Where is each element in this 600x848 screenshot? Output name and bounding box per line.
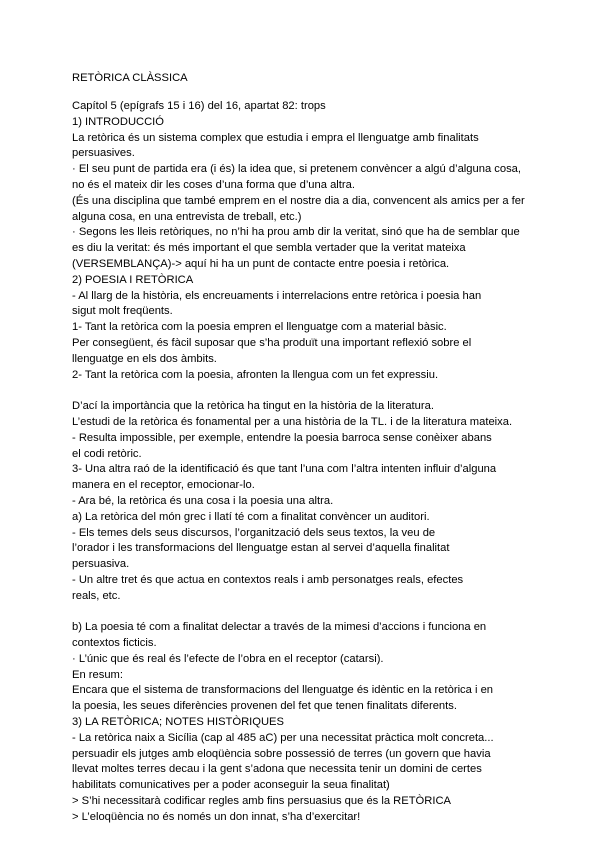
text-line: contextos ficticis. (72, 637, 157, 650)
text-line: alguna cosa, en una entrevista de treball, etc.) (72, 210, 302, 223)
text-line: 2- Tant la retòrica com la poesia, afronten la llengua com un fet expressiu. (72, 368, 439, 381)
text-line: l’orador i les transformacions del llenguatge estan al servei d’aquella finalitat (72, 542, 450, 555)
text-line: 2) POESIA I RETÒRICA (72, 273, 194, 286)
text-line: > S’hi necessitarà codificar regles amb fins persuasius que és la RETÒRICA (72, 795, 451, 808)
text-line: · Segons les lleis retòriques, no n’hi ha prou amb dir la veritat, sinó que ha de semblar que (72, 226, 520, 239)
document-title: RETÒRICA CLÀSSICA (72, 72, 188, 84)
text-line: Encara que el sistema de transformacions del llenguatge és idèntic en la retòrica i en (72, 684, 494, 697)
text-line: (VERSEMBLANÇA)-> aquí hi ha un punt de contacte entre poesia i retòrica. (72, 257, 450, 270)
text-line: llevat moltes terres decau i la gent s’adona que necessita tenir un domini de certes (72, 763, 482, 776)
text-line: 3) LA RETÒRICA; NOTES HISTÒRIQUES (72, 716, 284, 729)
blank-line (72, 383, 542, 399)
text-line: Capítol 5 (epígrafs 15 i 16) del 16, apartat 82: trops (72, 100, 326, 112)
text-line: es diu la veritat: és més important el que sembla vertader que la veritat mateixa (72, 242, 466, 255)
text-line: persuasives. (72, 147, 135, 160)
text-line: llenguatge en els dos àmbits. (72, 352, 217, 365)
document-body (72, 99, 542, 826)
text-line: - Resulta impossible, per exemple, entendre la poesia barroca sense conèixer abans (72, 431, 492, 444)
text-line: - La retòrica naix a Sicília (cap al 485 aC) per una necessitat pràctica molt concreta... (72, 731, 494, 744)
text-line: En resum: (72, 668, 123, 681)
text-line: sigut molt freqüents. (72, 305, 173, 318)
text-line: L’estudi de la retòrica és fonamental per a una història de la TL. i de la literatura mateixa. (72, 415, 513, 428)
text-line: 1- Tant la retòrica com la poesia empren el llenguatge com a material bàsic. (72, 321, 447, 334)
text-line: D’ací la importància que la retòrica ha tingut en la història de la literatura. (72, 400, 434, 413)
text-line: - Un altre tret és que actua en contextos reals i amb personatges reals, efectes (72, 573, 464, 586)
text-line: Per consegüent, és fàcil suposar que s’ha produït una important reflexió sobre el (72, 336, 472, 349)
text-line: - Al llarg de la història, els encreuaments i interrelacions entre retòrica i poesia han (72, 289, 482, 302)
text-line: a) La retòrica del món grec i llatí té com a finalitat convèncer un auditori. (72, 510, 430, 523)
text-line: persuasiva. (72, 558, 130, 571)
text-line: (És una disciplina que també emprem en el nostre dia a dia, convencent als amics per a fer (72, 194, 525, 207)
text-line: b) La poesia té com a finalitat delectar a través de la mimesi d’accions i funciona en (72, 621, 487, 634)
text-line: > L’eloqüència no és només un don innat, s’ha d’exercitar! (72, 810, 361, 823)
text-line: 3- Una altra raó de la identificació és que tant l’una com l’altra intenten influir d’alguna (72, 463, 497, 476)
blank-line (72, 605, 542, 621)
text-line: · El seu punt de partida era (i és) la idea que, si pretenem convèncer a algú d’alguna cosa, (72, 163, 522, 176)
text-line: el codi retòric. (72, 447, 142, 460)
text-line: - Ara bé, la retòrica és una cosa i la poesia una altra. (72, 494, 334, 507)
text-line: - Els temes dels seus discursos, l’organització dels seus textos, la veu de (72, 526, 436, 539)
text-line: 1) INTRODUCCIÓ (72, 115, 164, 128)
text-line: la poesia, les seues diferències provenen del fet que tenen finalitats diferents. (72, 700, 457, 713)
text-line: habilitats comunicatives per a poder aconseguir la seua finalitat) (72, 779, 390, 792)
text-line: persuadir els jutges amb eloqüència sobre possessió de terres (un govern que havia (72, 747, 491, 760)
text-line: manera en el receptor, emocionar-lo. (72, 479, 255, 492)
text-line: reals, etc. (72, 589, 121, 602)
text-line: · L’únic que és real és l’efecte de l’obra en el receptor (catarsi). (72, 652, 384, 665)
text-line: no és el mateix dir les coses d’una forma que d’una altra. (72, 178, 355, 191)
text-line: La retòrica és un sistema complex que estudia i empra el llenguatge amb finalitats (72, 131, 479, 144)
